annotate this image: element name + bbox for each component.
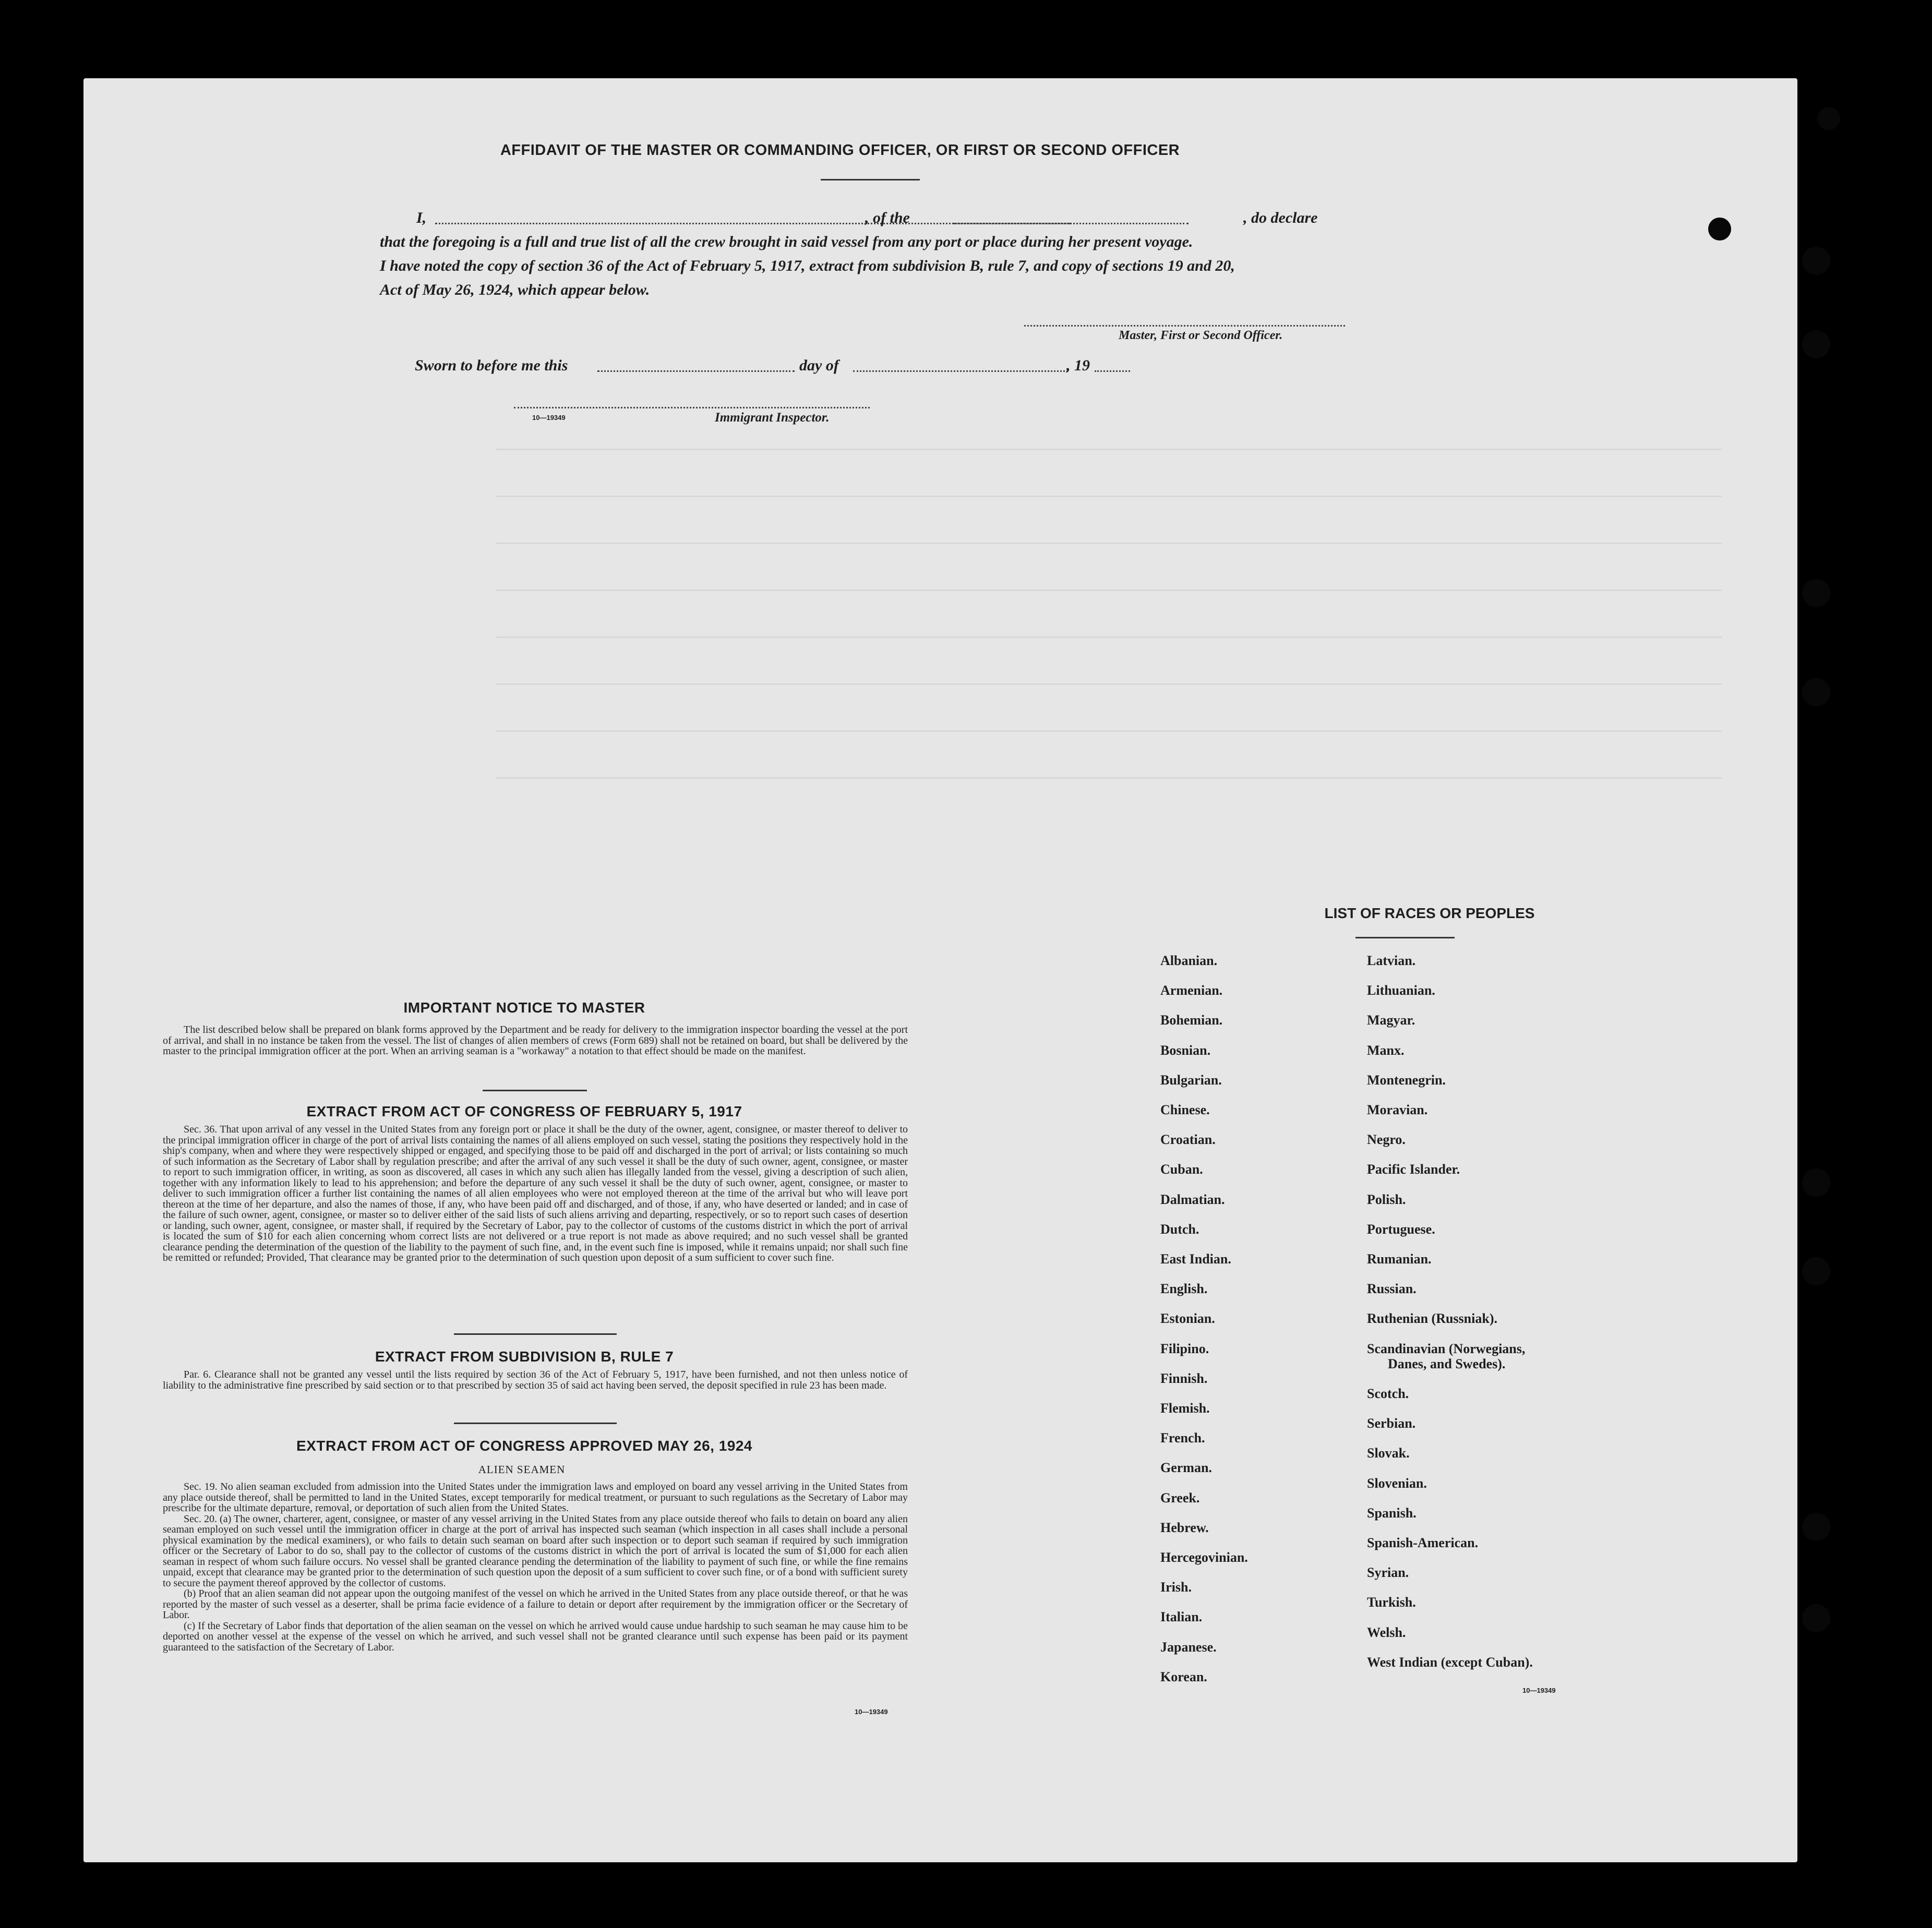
affidavit-line-4: Act of May 26, 1924, which appear below. [380, 281, 650, 298]
race-item: French. [1160, 1430, 1205, 1446]
bleed-through-area [496, 438, 1748, 835]
race-item: Latvian. [1367, 953, 1416, 968]
extract-1917-body: Sec. 36. That upon arrival of any vessel in the United States from any foreign port or place it shall be the duty of the owner, agent, consignee, or master thereof to deliver to the principal immigration officer in charge of the port of arrival lists containing the names of all aliens employed on such vessel, stating the positions they respectively hold in the ship's company, when and where they were respectively shipped or engaged, and specifying those to be paid off and discharged in the port of arrival; or lists containing so much of such information as the Secretary of Labor shall by regulation prescribe; and after the arrival of any such vessel it shall be the duty of such owner, agent, consignee, or master to report to such immigration officer, in writing, as soon as discovered, all cases in which any such alien has illegally landed from the vessel, giving a description of such alien, together with any information likely to lead to his apprehension; and before the departure of any such vessel it shall be the duty of such owner, agent, consignee, or master to deliver to such immigration officer a further list containing the names of all alien employees who were not employed thereon at the time of the arrival but who will leave port thereon at the time of her departure, and also the names of those, if any, who have been paid off and discharged, and of those, if any, who have deserted or landed; and in case of the failure of such owner, agent, consignee, or master so to deliver either of the said lists of such aliens arriving and departing, respectively, or so to report such cases of desertion or landing, such owner, agent, consignee, or master shall, if required by the Secretary of Labor, pay to the collector of customs of the customs district in which the port of arrival is located the sum of $10 for each alien concerning whom correct lists are not delivered or a true report is not made as above required; and no such vessel shall be granted clearance pending the determination of the question of the liability to the payment of such fine, and, in the event such fine is imposed, while it remains unpaid; nor shall such fine be remitted or refunded; Provided, That clearance may be granted prior to the determination of such question upon deposit of a sum sufficient to cover such fine. [163, 1124, 908, 1263]
race-item: Italian. [1160, 1609, 1203, 1625]
extract-form-number: 10—19349 [855, 1708, 888, 1716]
race-item: Scotch. [1367, 1386, 1409, 1402]
race-item: Bosnian. [1160, 1042, 1211, 1058]
race-item: Rumanian. [1367, 1251, 1432, 1267]
punch-hole [1708, 218, 1731, 240]
race-item: Danes, and Swedes). [1388, 1356, 1506, 1371]
race-item: Finnish. [1160, 1370, 1208, 1386]
notice-body: The list described below shall be prepared on blank forms approved by the Department and be ready for delivery to the immigration inspector boarding the vessel at the port of arrival, and shall in no instance be taken from the vessel. The list of changes of alien members of crews (Form 689) shall not be retained on board, but shall be delivered by the master to the principal immigration officer at the port. When an arriving seaman is a "workaway" a notation to that effect should be made on the manifest. [163, 1024, 908, 1057]
vessel-blank[interactable] [954, 223, 1189, 224]
race-item: Pacific Islander. [1367, 1162, 1460, 1177]
affidavit-of-the: , of the [865, 209, 910, 226]
race-item: Albanian. [1160, 953, 1218, 968]
races-left-column [1160, 946, 1248, 1692]
race-item: Polish. [1367, 1191, 1406, 1207]
notice-title: IMPORTANT NOTICE TO MASTER [403, 999, 645, 1016]
race-item: English. [1160, 1281, 1208, 1297]
race-item: Filipino. [1160, 1341, 1209, 1356]
sec-20b-paragraph: (b) Proof that an alien seaman did not appear upon the outgoing manifest of the vessel on which he arrived in the United States from any place outside thereof, or that he was reported by the master of such vessel as a deserter, shall be prima facie evidence of a failure to detain or deport after requirement by the immigration officer or the Secretary of Labor. [163, 1588, 908, 1621]
race-item: Ruthenian (Russniak). [1367, 1311, 1497, 1327]
races-form-number: 10—19349 [1522, 1686, 1556, 1694]
extract-1924-title: EXTRACT FROM ACT OF CONGRESS APPROVED MAY 26, 1924 [296, 1438, 752, 1454]
sworn-year-blank[interactable] [1095, 370, 1130, 372]
race-item: Russian. [1367, 1281, 1417, 1297]
race-item: Serbian. [1367, 1416, 1416, 1431]
punch-hole [1802, 1257, 1830, 1285]
sworn-day-blank[interactable] [597, 370, 795, 372]
races-divider [1355, 937, 1455, 938]
affidavit-line-1 [416, 206, 1366, 230]
race-item: Syrian. [1367, 1565, 1409, 1581]
race-item: Portuguese. [1367, 1221, 1435, 1237]
punch-hole [1802, 330, 1830, 358]
sworn-month-blank[interactable] [853, 370, 1068, 372]
punch-hole [1802, 579, 1830, 607]
race-item: Slovenian. [1367, 1475, 1427, 1491]
race-item: Hebrew. [1160, 1520, 1209, 1535]
race-item: Spanish. [1367, 1505, 1417, 1521]
sec-19-paragraph: Sec. 19. No alien seaman excluded from admission into the United States under the immigration laws and employed on board any vessel arriving in the United States from any place outside thereof, shall be permitted to land in the United States, except temporarily for medical treatment, or pursuant to such regulations as the Secretary of Labor may prescribe for the ultimate departure, removal, or deportation of such alien from the United States. [163, 1481, 908, 1514]
extract-1917-divider [454, 1333, 617, 1335]
sworn-start: Sworn to before me this [415, 357, 568, 374]
race-item: Montenegrin. [1367, 1072, 1446, 1088]
race-item: Bulgarian. [1160, 1072, 1222, 1088]
inspector-signature-line[interactable] [514, 407, 870, 408]
punch-hole [1802, 1168, 1830, 1197]
sec-20c-paragraph: (c) If the Secretary of Labor finds that deportation of the alien seaman on the vessel on which he arrived would cause undue hardship to such seaman he may cause him to be deported on another vessel at the expense of the vessel on which he arrived, and such vessel shall not be granted clearance until such expense has been paid or its payment guaranteed to the satisfaction of the Secretary of Labor. [163, 1620, 908, 1653]
race-item: Armenian. [1160, 983, 1223, 998]
notice-divider [483, 1090, 587, 1091]
race-item: Negro. [1367, 1132, 1406, 1148]
race-item: Turkish. [1367, 1595, 1416, 1610]
race-item: Irish. [1160, 1580, 1192, 1595]
race-item: Japanese. [1160, 1639, 1217, 1655]
race-item: Dalmatian. [1160, 1191, 1225, 1207]
punch-hole [1802, 247, 1830, 275]
race-item: Cuban. [1160, 1162, 1203, 1177]
race-item: Scandinavian (Norwegians, [1367, 1341, 1526, 1356]
races-right-column [1367, 946, 1533, 1677]
affidavit-title: AFFIDAVIT OF THE MASTER OR COMMANDING OFFICER, OR FIRST OR SECOND OFFICER [500, 142, 1180, 159]
rule7-title: EXTRACT FROM SUBDIVISION B, RULE 7 [375, 1348, 674, 1365]
race-item: Slovak. [1367, 1445, 1410, 1461]
affidavit-do-declare: , do declare [1243, 209, 1318, 226]
race-item: Moravian. [1367, 1102, 1428, 1118]
extract-1924-subtitle: ALIEN SEAMEN [478, 1463, 566, 1476]
affidavit-form-number: 10—19349 [532, 414, 566, 421]
race-item: East Indian. [1160, 1251, 1231, 1267]
race-item: Estonian. [1160, 1311, 1215, 1327]
master-signature-line[interactable] [1024, 325, 1345, 327]
race-item: Greek. [1160, 1490, 1200, 1505]
race-item: Dutch. [1160, 1221, 1199, 1237]
punch-hole [1802, 1604, 1830, 1632]
race-item: Chinese. [1160, 1102, 1210, 1118]
race-item: Spanish-American. [1367, 1535, 1479, 1551]
rule7-divider [454, 1423, 617, 1424]
affidavit-line-2: that the foregoing is a full and true list of all the crew brought in said vessel from any port or place during her present voyage. [380, 233, 1193, 250]
punch-hole [1817, 107, 1840, 130]
affidavit-line-3: I have noted the copy of section 36 of the Act of February 5, 1917, extract from subdivision B, rule 7, and copy of sections 19 and 20, [380, 257, 1235, 274]
affidavit-i: I, [416, 209, 427, 226]
title-divider [821, 179, 920, 180]
sec-20a-paragraph: Sec. 20. (a) The owner, charterer, agent, consignee, or master of any vessel arriving in the United States from any place outside thereof who fails to detain on board any alien seaman employed on such vessel until the immigration officer in charge at the port of arrival has inspected such seaman (which inspection in all cases shall include a personal physical examination by the medical examiners), or who fails to detain such seaman on board after such inspection or to deport such seaman if required by such immigration officer or the Secretary of Labor to do so, shall pay to the collector of customs of the customs district in which the port of arrival is located the sum of $1,000 for each alien seaman in respect of whom such failure occurs. No vessel shall be granted clearance pending the determination of the liability to payment of such fine, or while the fine remains unpaid, except that clearance may be granted prior to the determination of such question upon the deposit of a sum sufficient to cover such fine, or of a bond with sufficient surety to secure the payment thereof approved by the collector of customs. [163, 1513, 908, 1589]
extract-1924-body [163, 1481, 908, 1653]
rule7-body: Par. 6. Clearance shall not be granted any vessel until the lists required by section 36 of the Act of February 5, 1917, have been furnished, and not then unless notice of liability to the administrative fine prescribed by said section or to that prescribed by section 35 of said act having been served, the deposit specified in rule 23 has been made. [163, 1369, 908, 1391]
race-item: Welsh. [1367, 1624, 1406, 1640]
race-item: Magyar. [1367, 1013, 1415, 1028]
master-signature-label: Master, First or Second Officer. [1119, 329, 1283, 342]
inspector-label: Immigrant Inspector. [715, 411, 830, 425]
punch-hole [1802, 1513, 1830, 1541]
sworn-day-of: day of [799, 357, 839, 374]
race-item: Bohemian. [1160, 1013, 1223, 1028]
race-item: Hercegovinian. [1160, 1550, 1248, 1565]
extract-1917-title: EXTRACT FROM ACT OF CONGRESS OF FEBRUARY 5, 1917 [306, 1103, 742, 1119]
race-item: Flemish. [1160, 1401, 1210, 1416]
sworn-line [415, 354, 1145, 378]
races-title: LIST OF RACES OR PEOPLES [1324, 905, 1535, 921]
race-item: West Indian (except Cuban). [1367, 1654, 1533, 1670]
race-item: Lithuanian. [1367, 983, 1435, 998]
race-item: Croatian. [1160, 1132, 1216, 1148]
race-item: German. [1160, 1460, 1212, 1476]
race-item: Manx. [1367, 1042, 1405, 1058]
race-item: Korean. [1160, 1669, 1207, 1684]
sworn-year: , 19 [1066, 357, 1090, 374]
punch-hole [1802, 678, 1830, 706]
